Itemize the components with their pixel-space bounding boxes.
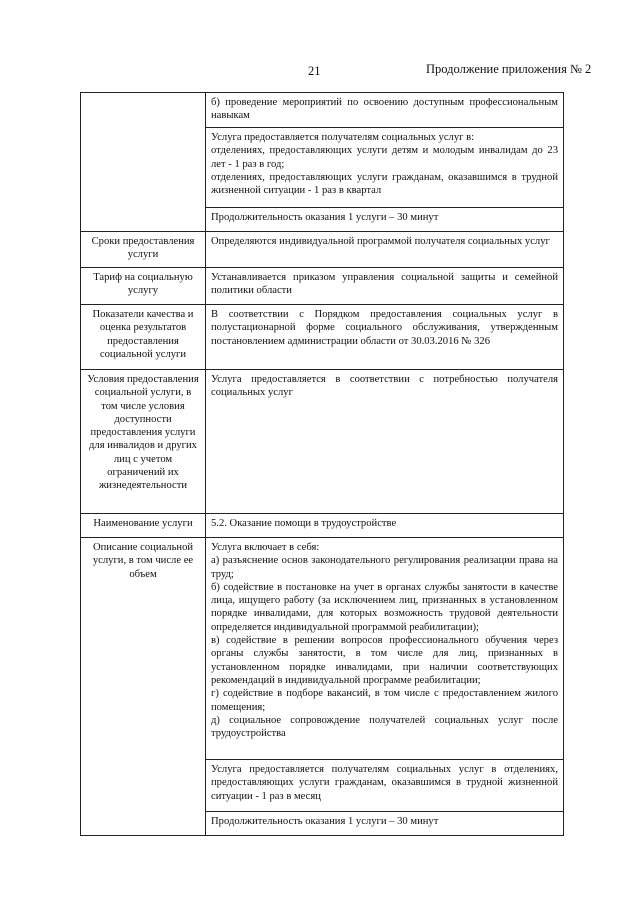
row-value: В соответствии с Порядком предоставления социальных услуг в полустационарной форме социального обслуживания, утвержденным постановлением администрации области от 30.03.2016 № 326	[206, 305, 564, 370]
row-label: Условия предоставления социальной услуги, в том числе условия доступности предоставления услуги для инвалидов и других лиц с учетом ограничений их жизнедеятельности	[81, 370, 206, 514]
row-value: Услуга предоставляется получателям социальных услуг в отделениях, предоставляющих услуги гражданам, оказавшимся в трудной жизненной ситуации - 1 раз в месяц	[206, 760, 564, 812]
value-line: отделениях, предоставляющих услуги детям и молодым инвалидам до 23 лет - 1 раз в год;	[211, 145, 558, 170]
row-label: Тариф на социальную услугу	[81, 268, 206, 305]
page-number: 21	[308, 64, 321, 78]
row-value: б) проведение мероприятий по освоению доступным профессиональным навыкам	[206, 93, 564, 128]
row-label: Сроки предоставления услуги	[81, 232, 206, 268]
value-line: отделениях, предоставляющих услуги гражданам, оказавшимся в трудной жизненной ситуации - 1 раз в квартал	[211, 171, 558, 197]
row-value: Устанавливается приказом управления социальной защиты и семейной политики области	[206, 268, 564, 305]
row-label-empty	[81, 93, 206, 232]
value-line: б) содействие в постановке на учет в органах службы занятости в качестве лица, ищущего работу (за исключением лиц, признанных в установленном порядке инвалидами, для которых возможность трудовой деятельности определяется индивидуальной программой реабилитации);	[211, 581, 558, 633]
row-label: Описание социальной услуги, в том числе ее объем	[81, 538, 206, 836]
row-value	[206, 128, 564, 208]
value-line: Услуга предоставляется получателям социальных услуг в:	[211, 132, 475, 143]
appendix-note: Продолжение приложения № 2	[426, 62, 592, 76]
value-line: в) содействие в решении вопросов профессионального обучения через органы службы занятости, в том числе для лиц, признанных в установленном порядке инвалидами, при наличии соответствующих рекомендаций в индивидуальной программе реабилитации;	[211, 635, 558, 686]
table-row	[81, 370, 564, 514]
table-row	[81, 305, 564, 370]
service-table	[80, 92, 564, 836]
row-value: Определяются индивидуальной программой получателя социальных услуг	[206, 232, 564, 268]
row-value	[206, 538, 564, 760]
row-label: Показатели качества и оценка результатов предоставления социальной услуги	[81, 305, 206, 370]
value-line: д) социальное сопровождение получателей социальных услуг после трудоустройства	[211, 714, 558, 740]
table-row	[81, 514, 564, 538]
table-row	[81, 268, 564, 305]
row-label: Наименование услуги	[81, 514, 206, 538]
value-line: а) разъяснение основ законодательного регулирования реализации права на труд;	[211, 555, 558, 580]
row-value: 5.2. Оказание помощи в трудоустройстве	[206, 514, 564, 538]
row-value: Продолжительность оказания 1 услуги – 30 минут	[206, 812, 564, 836]
table-row	[81, 232, 564, 268]
row-value: Услуга предоставляется в соответствии с потребностью получателя социальных услуг	[206, 370, 564, 514]
row-value: Продолжительность оказания 1 услуги – 30 минут	[206, 208, 564, 232]
value-line: Услуга включает в себя:	[211, 542, 320, 553]
table-row	[81, 538, 564, 760]
table-row	[81, 93, 564, 128]
value-line: г) содействие в подборе вакансий, в том числе с предоставлением жилого помещения;	[211, 688, 558, 713]
